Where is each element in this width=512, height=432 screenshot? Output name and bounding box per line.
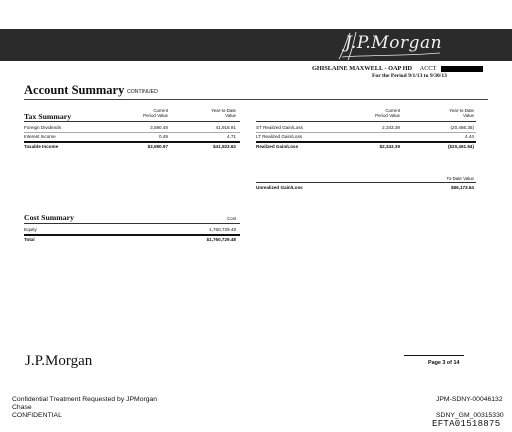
realized-row-label: LT Realized Gain/Loss xyxy=(256,134,303,139)
footer-logo: J.P.Morgan xyxy=(25,353,93,369)
tax-row-ytd: 4.71 xyxy=(227,134,236,139)
confidential-line-1: Confidential Treatment Requested by JPMorgan xyxy=(12,396,158,403)
realized-total-rule xyxy=(256,141,476,143)
realized-col-ytd-header: Year-to-Date Value xyxy=(449,108,474,118)
cost-header-rule xyxy=(24,223,240,224)
realized-gain-section xyxy=(256,108,476,196)
cost-summary-title: Cost Summary xyxy=(24,213,75,222)
redaction-box xyxy=(441,66,483,72)
header-logo-text: J.P.Morgan xyxy=(345,33,443,53)
bates-id-1: JPM-SDNY-00046132 xyxy=(436,396,503,403)
tax-col-current-header: Current Period Value xyxy=(143,108,168,118)
cost-row-value: 1,760,729.48 xyxy=(209,227,236,232)
statement-period: For the Period 9/1/13 to 9/30/13 xyxy=(372,73,447,79)
realized-row-ytd: (20,466.35) xyxy=(450,125,474,130)
realized-col-current-header: Current Period Value xyxy=(375,108,400,118)
tax-row-ytd: 41,918.91 xyxy=(215,125,236,130)
unrealized-value: $86,173.64 xyxy=(451,185,474,190)
unrealized-header-rule xyxy=(256,182,476,183)
tax-total-rule xyxy=(24,141,240,143)
account-name: GHISLAINE MAXWELL - OAP HD xyxy=(312,65,413,72)
efta-number: EFTA01518875 xyxy=(432,419,501,429)
cost-col-header: Cost xyxy=(226,216,236,221)
realized-row-label: ST Realized Gain/Loss xyxy=(256,125,303,130)
page-number: Page 3 of 14 xyxy=(428,360,460,366)
tax-total-ytd: $41,923.62 xyxy=(213,144,236,149)
cost-total-value: $1,760,729.48 xyxy=(206,237,236,242)
tax-row-current: 0.49 xyxy=(159,134,168,139)
continued-label: CONTINUED xyxy=(127,89,158,95)
title-divider xyxy=(24,99,488,100)
realized-total-label: Realized Gain/Loss xyxy=(256,144,299,149)
realized-total-ytd: ($20,461.94) xyxy=(447,144,474,149)
confidential-line-2: Chase xyxy=(12,404,32,411)
tax-row-label: Foreign Dividends xyxy=(24,125,62,130)
tax-total-current: $3,590.97 xyxy=(147,144,168,149)
tax-header-rule xyxy=(24,121,240,122)
tax-row-rule xyxy=(24,132,240,133)
cost-summary-section xyxy=(24,212,240,248)
realized-total-current: $2,343.39 xyxy=(379,144,400,149)
realized-row-ytd: 4.44 xyxy=(465,134,474,139)
todate-header: To-Date Value xyxy=(446,176,474,181)
tax-row-label: Interest Income xyxy=(24,134,56,139)
tax-col-ytd-header: Year-to-Date Value xyxy=(211,108,236,118)
tax-row-current: 3,590.48 xyxy=(150,125,168,130)
unrealized-label: Unrealized Gain/Loss xyxy=(256,185,303,190)
tax-total-label: Taxable Income xyxy=(24,144,59,149)
cost-total-label: Total xyxy=(24,237,35,242)
realized-row-current: 2,343.39 xyxy=(382,125,400,130)
page-title: Account Summary xyxy=(24,83,125,97)
realized-row-rule xyxy=(256,132,476,133)
acct-label: ACCT xyxy=(419,65,437,72)
tax-summary-title: Tax Summary xyxy=(24,112,72,121)
realized-header-rule xyxy=(256,121,476,122)
tax-summary-section xyxy=(24,108,240,156)
footer-rule xyxy=(404,355,464,356)
cost-total-rule xyxy=(24,234,240,236)
bates-id-2: SDNY_GM_00315330 xyxy=(436,412,504,419)
cost-row-label: Equity xyxy=(24,227,37,232)
confidential-line-3: CONFIDENTIAL xyxy=(12,412,62,419)
account-line xyxy=(312,65,483,72)
